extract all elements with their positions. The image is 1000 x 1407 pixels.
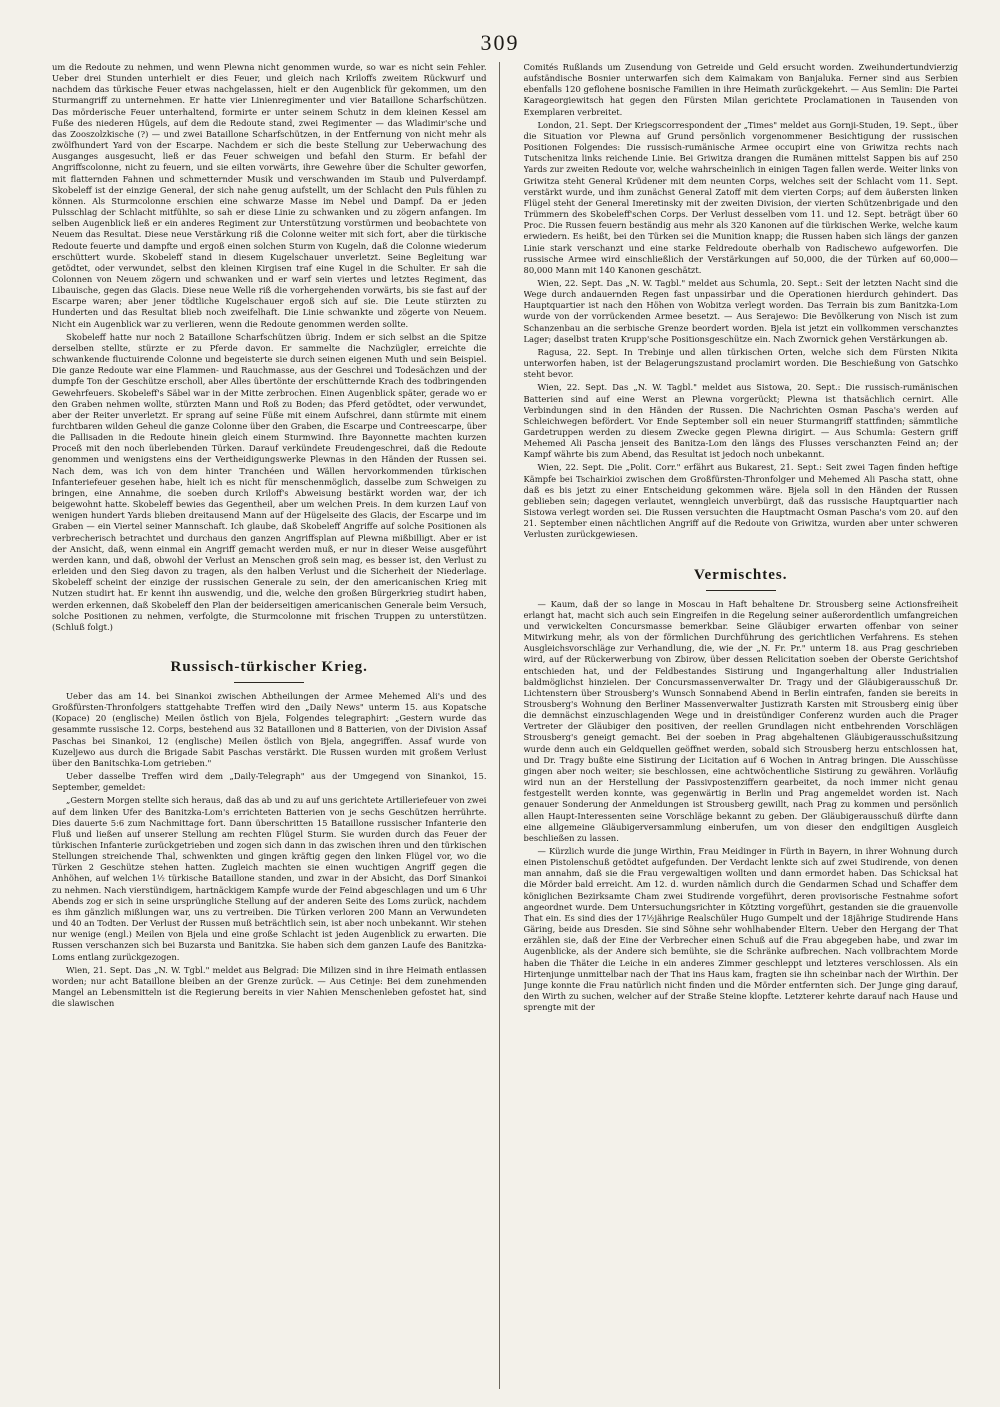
left-column — [52, 62, 500, 1389]
article-paragraph: — Kürzlich wurde die junge Wirthin, Frau Meidinger in Fürth in Bayern, in ihrer Wohnung durch einen Pistolenschuß getödtet aufgefunden. Der Verdacht lenkte sich auf zwei Studirende, von denen man annahm, daß sie die Frau vergewaltigen wollten und dann ermordet haben. Das Schicksal hat die Mörder bald erreicht. Am 12. d. wurden nämlich durch die Gendarmen Schad und Schaffer dem königlichen Bezirksamte Cham zwei Studirende vorgeführt, deren provisorische Festnahme sofort angeordnet wurde. Dem Untersuchungsrichter in Kötzting vorgeführt, gestanden sie die grauenvolle That ein. Es sind dies der 17½jährige Realschüler Hugo Gumpelt und der 18jährige Studirende Hans Gäring, beide aus Dresden. Sie sind Söhne sehr wohlhabender Eltern. Ueber den Hergang der That erzählen sie, daß der Eine der Verbrecher einen Schuß auf die Frau abgegeben habe, und zwar im Augenblicke, als der Andere sich bemühte, sie die Schränke aufbrechen. Nach vollbrachtem Morde haben die Thäter die Leiche in ein anderes Zimmer geschleppt und letzteres verschlossen. Als ein Hirtenjunge unmittelbar nach der That ins Haus kam, fragten sie ihn scheinbar nach der Wirthin. Der Junge konnte die Frau natürlich nicht finden und die Mörder entfernten sich. Der Junge ging darauf, den Wirth zu suchen, welcher auf der Straße Steine klopfte. Letzterer kehrte darauf nach Hause und sprengte mit der — [523, 846, 958, 1013]
text-columns — [52, 62, 958, 1389]
article-paragraph: um die Redoute zu nehmen, und wenn Plewna nicht genommen wurde, so war es nicht sein Fehler. Ueber drei Stunden unterhielt er dies Feuer, und gleich nach Kriloffs zweitem Rückwurf und nachdem das türkische Feuer etwas nachgelassen, hielt er den Augenblick für gekommen, um den Sturmangriff zu unternehmen. Er hatte vier Linienregimenter und vier Bataillone Scharfschützen. Das mörderische Feuer unterhaltend, formirte er unter seinem Schutz in dem kleinen Kessel am Fuße des niederen Hügels, auf dem die Redoute stand, zwei Regimenter — das Wladimir'sche und das Zooszolzkische (?) — und zwei Bataillone Scharfschützen, in der Entfernung von nicht mehr als zwölfhundert Yard von der Escarpe. Nachdem er sich die beste Stellung zur Ueberwachung des Ausganges ausgesucht, ließ er das Feuer schweigen und befahl den Sturm. Er befahl der Angriffscolonne, nicht zu feuern, und sie eilten vorwärts, ihre Gewehre über die Schulter geworfen, mit flatternden Fahnen und schmetternder Musik und verschwanden im Staub und Pulverdampf. Skobeleff ist der einzige General, der sich nahe genug aufstellt, um der Schlacht den Puls fühlen zu können. Als Sturmcolonne erschien eine schwarze Masse im Nebel und Dampf. Da er jeden Pulsschlag der Schlacht mitfühlte, so sah er diese Linie zu schwanken und zu zögern anfangen. Im selben Augenblick ließ er ein anderes Regiment zur Unterstützung vorstürmen und beobachtete von Neuem das Resultat. Diese neue Verstärkung riß die Colonne weiter mit sich fort, aber die türkische Redoute feuerte und dampfte und ergoß einen solchen Sturm von Kugeln, daß die Colonne wiederum erschüttert wurde. Skobeleff stand in diesem Kugelschauer unverletzt. Seine Begleitung war getödtet, oder verwundet, selbst den kleinen Kirgisen traf eine Kugel in die Schulter. Er sah die Colonnen von Neuem zögern und schwanken und er warf sein viertes und letztes Regiment, das Libauische, gegen das Glacis. Diese neue Welle riß die vorhergehenden vorwärts, bis sie fast auf der Escarpe waren; aber jener tödtliche Kugelschauer ergoß sich auf sie. Die Leute stürzten zu Hunderten und das Resultat blieb noch zweifelhaft. Die Linie schwankte und zögerte von Neuem. Nicht ein Augenblick war zu verlieren, wenn die Redoute genommen werden sollte. — [52, 62, 487, 329]
article-paragraph: London, 21. Sept. Der Kriegscorrespondent der „Times" meldet aus Gornji-Studen, 19. Sept., über die Situation vor Plewna auf Grund persönlich vorgenommener Besichtigung der russischen Positionen Folgendes: Die russisch-rumänische Armee occupirt eine von Griwitza rechts nach Tutschenitza links reichende Linie. Bei Griwitza drangen die Rumänen mittelst Sappen bis auf 250 Yards zur zweiten Redoute vor, welche wahrscheinlich in einigen Tagen fallen werde. Weiter links von Griwitza steht General Krüdener mit dem neunten Corps, welches seit der Schlacht vom 11. Sept. verstärkt wurde, und ihm zunächst General Zatoff mit dem vierten Corps; auf dem äußersten linken Flügel steht der General Imeretinsky mit der zweiten Division, der vierten Schützenbrigade und den Trümmern des Skobeleff'schen Corps. Der Verlust desselben vom 11. und 12. Sept. beträgt über 60 Proc. Die Russen feuern beständig aus mehr als 320 Kanonen auf die türkischen Werke, welche kaum erwiedern. Es heißt, bei den Türken sei die Munition knapp; die Russen haben sich längs der ganzen Linie stark verschanzt und eine starke Feldredoute oberhalb von Radischewo aufgeworfen. Die russische Armee wird einschließlich der Verstärkungen auf 50,000, die der Türken auf 60,000—80,000 Mann mit 140 Kanonen geschätzt. — [523, 119, 958, 275]
section-title-misc: Vermischtes. — [693, 566, 788, 583]
article-paragraph: Skobeleff hatte nur noch 2 Bataillone Scharfschützen übrig. Indem er sich selbst an die Spitze derselben stellte, stürzte er zu Pferde davon. Er sammelte die Nachzügler, erreichte die schwankende fluctuirende Colonne und begeisterte sie durch seinen eigenen Muth und sein Beispiel. Die ganze Redoute war eine Flammen- und Rauchmasse, aus der Geschrei und Todesächzen und der dumpfe Ton der Geschütze erscholl, aber Alles übertönte der erschütternde Krach des todbringenden Gewehrfeuers. Skobeleff's Säbel war in der Mitte zerbrochen. Einen Augenblick später, gerade wo er den Graben nehmen wollte, stürzten Mann und Roß zu Boden; das Pferd getödtet, oder verwundet, aber der Reiter unverletzt. Er sprang auf seine Füße mit einem Aufschrei, dann stürmte mit einem furchtbaren wilden Geheul die ganze Colonne über den Graben, die Escarpe und Contreescarpe, über die Pallisaden in die Redoute hinein gleich einem Sturmwind. Ihre Bayonnette machten kurzen Proceß mit den noch überlebenden Türken. Darauf verkündete Freudengeschrei, daß die Redoute genommen und wenigstens eins der Vertheidigungswerke Plewnas in den Händen der Russen sei. Nach dem, was ich von dem hinter Tranchéen und Wällen hervorkommenden türkischen Infanteriefeuer gesehen habe, hielt ich es nicht für menschenmöglich, dasselbe zum Schweigen zu bringen, eine Annahme, die soeben durch Kriloff's Abweisung bestärkt worden war, der ich beigewohnt hatte. Skobeleff bewies das Gegentheil, aber um welchen Preis. In dem kurzen Lauf von wenigen hundert Yards blieben dreitausend Mann auf der Hügelseite des Glacis, der Escarpe und im Graben — ein Viertel seiner Mannschaft. Ich glaube, daß Skobeleff Angriffe auf solche Positionen als verbrecherisch betrachtet und durchaus den ganzen Angriffsplan auf Plewna mißbilligt. Aber er ist der Ansicht, daß, wenn einmal ein Angriff gemacht werden muß, er nur in dieser Weise ausgeführt werden kann, und daß, obwohl der Verlust an Menschen groß sein mag, es besser ist, den Verlust zu erleiden und den Sieg davon zu tragen, als den halben Verlust und die Sicherheit der Niederlage. Skobeleff scheint der einzige der russischen Generale zu sein, der den americanischen Krieg mit Nutzen studirt hat. Er kennt ihn auswendig, und die, welche den großen Bürgerkrieg studirt haben, werden erkennen, daß Skobeleff den Plan der beiderseitigen americanischen Generale beim Versuch, solche Positionen zu nehmen, verfolgte, die Sturmcolonne mit frischen Truppen zu unterstützen. (Schluß folgt.) — [52, 331, 487, 632]
article-paragraph: „Gestern Morgen stellte sich heraus, daß das ab und zu auf uns gerichtete Artilleriefeuer von zwei auf dem linken Ufer des Banitzka-Lom's errichteten Batterien von je sechs Geschützen herrührte. Dies dauerte 5:6 zum Nachmittage fort. Dann überschritten 15 Bataillone russischer Infanterie den Fluß und ließen auf unserer Stellung am rechten Flügel Sturm. Sie wurden durch das Feuer der türkischen Infanterie zurückgetrieben und zogen sich dann in das zwischen ihren und den türkischen Stellungen streichende Thal, schwenkten und gingen kräftig gegen den linken Flügel vor, wo die Türken 2 Geschütze stehen hatten. Zugleich machten sie einen wuchtigen Angriff gegen die Anhöhen, auf welchen 1½ türkische Bataillone standen, und zwar in der Absicht, das Dorf Sinankoi zu nehmen. Nach vierstündigem, hartnäckigem Kampfe wurde der Feind abgeschlagen und um 6 Uhr Abends zog er sich in seine ursprüngliche Stellung auf der anderen Seite des Loms zurück, nachdem es ihm gänzlich mißlungen war, uns zu vertreiben. Die Türken verloren 200 Mann an Verwundeten und 40 an Todten. Der Verlust der Russen muß beträchtlich sein, ist aber noch unbekannt. Wir stehen nur wenige (engl.) Meilen von Bjela und eine große Schlacht ist jeden Augenblick zu erwarten. Die Russen verschanzen sich bei Buzarsta und Banitzka. Sie haben sich dem ganzen Laufe des Banitzka-Loms entlang zurückgezogen. — [52, 795, 487, 962]
article-paragraph: Wien, 22. Sept. Das „N. W. Tagbl." meldet aus Schumla, 20. Sept.: Seit der letzten Nacht sind die Wege durch andauernden Regen fast unpassirbar und die Operationen hierdurch gehindert. Das Hauptquartier ist nach den Höhen von Wobitza verlegt worden. Das Terrain bis zum Banitzka-Lom wurde von der vorrückenden Armee besetzt. — Aus Serajewo: Die Bevölkerung von Nisch ist zum Schanzenbau an die serbische Grenze beordert worden. Bjela ist jetzt ein vollkommen verschanztes Lager; daselbst traten Krupp'sche Positionsgeschütze ein. Nach Zwornick gehen Verstärkungen ab. — [523, 277, 958, 344]
article-paragraph: Wien, 22. Sept. Die „Polit. Corr." erfährt aus Bukarest, 21. Sept.: Seit zwei Tagen finden heftige Kämpfe bei Tschairkioi zwischen dem Großfürsten-Thronfolger und Mehemed Ali Pascha statt, ohne daß es bis jetzt zu einer Entscheidung gekommen wäre. Bjela soll in den Händen der Russen geblieben sein; dagegen verlautet, wenngleich unverbürgt, daß das russische Hauptquartier nach Sistowa verlegt worden sei. Die Russen versuchten die Hauptmacht Osman Pascha's vom 20. auf den 21. September einen nächtlichen Angriff auf die Redoute von Griwitza, wurden aber unter schweren Verlusten zurückgewiesen. — [523, 462, 958, 540]
article-paragraph: Ueber das am 14. bei Sinankoi zwischen Abtheilungen der Armee Mehemed Ali's und des Großfürsten-Thronfolgers stattgehabte Treffen wird den „Daily News" unterm 15. aus Kopatsche (Kopace) 20 (englische) Meilen östlich von Bjela, Folgendes telegraphirt: „Gestern wurde das gesammte russische 12. Corps, bestehend aus 32 Bataillonen und 8 Batterien, von der Division Assaf Paschas bei Sinankoi, 12 (englische) Meilen östlich von Bjela, angegriffen. Assaf wurde von Kuzeljewo aus durch die Brigade Sabit Paschas verstärkt. Die Russen wurden mit großem Verlust über den Banitschka-Lom getrieben." — [52, 690, 487, 768]
page-number: 309 — [480, 30, 520, 55]
article-paragraph: Ueber dasselbe Treffen wird dem „Daily-Telegraph" aus der Umgegend von Sinankoi, 15. September, gemeldet: — [52, 771, 487, 793]
article-paragraph: Ragusa, 22. Sept. In Trebinje und allen türkischen Orten, welche sich dem Fürsten Nikita unterworfen haben, ist der Belagerungszustand proclamirt worden. Die Beschießung von Gatschko steht bevor. — [523, 346, 958, 380]
article-paragraph: Wien, 21. Sept. Das „N. W. Tgbl." meldet aus Belgrad: Die Milizen sind in ihre Heimath entlassen worden; nur acht Bataillone bleiben an der Grenze zurück. — Aus Cetinje: Bei dem zunehmenden Mangel an Lebensmitteln ist die Regierung bereits in vier Nahien Menschenleben gefostet hat, sind die slawischen — [52, 964, 487, 1009]
section-divider — [234, 682, 304, 683]
article-paragraph: Wien, 22. Sept. Das „N. W. Tagbl." meldet aus Sistowa, 20. Sept.: Die russisch-rumänischen Batterien sind auf eine Werst an Plewna vorgerückt; Plewna ist thatsächlich cernirt. Alle Verbindungen sind in den Händen der Russen. Die Nachrichten Osman Pascha's werden auf Schleichwegen befördert. Vor Ende September soll ein neuer Sturmangriff stattfinden; sämmtliche Gardetruppen werden zu diesem Zwecke gegen Plewna dirigirt. — Aus Schumla: Gestern griff Mehemed Ali Pascha jenseit des Banitza-Lom den längs des Flusses verschanzten Feind an; der Kampf währte bis zum Abend, das Resultat ist jedoch noch unbekannt. — [523, 382, 958, 460]
article-paragraph: Comités Rußlands um Zusendung von Getreide und Geld ersucht worden. Zweihundertundvierzig aufständische Bosnier unterwarfen sich dem Kaimakam von Banjaluka. Ferner sind aus Serbien ebenfalls 120 geflohene bosnische Familien in ihre Heimath zurückgekehrt. — Aus Semlin: Die Partei Karageorgiewitsch hat gegen den Fürsten Milan gerichtete Proclamationen in Tausenden von Exemplaren verbreitet. — [523, 62, 958, 117]
right-column — [524, 62, 959, 1389]
section-divider — [706, 590, 776, 591]
section-title-war: Russisch-türkischer Krieg. — [170, 658, 368, 675]
article-paragraph: — Kaum, daß der so lange in Moscau in Haft behaltene Dr. Strousberg seine Actionsfreiheit erlangt hat, macht sich auch sein Eingreifen in die Regelung seiner außerordentlich umfangreichen und verwickelten Concursmasse bemerkbar. Seine Gläubiger erwarten offenbar von seiner Mitwirkung mehr, als von der förmlichen Durchführung des gerichtlichen Verfahrens. Es stehen Ausgleichsvorschläge zur Verhandlung, die, wie der „N. Fr. Pr." unterm 18. aus Prag geschrieben wird, auf der Rückerwerbung von Zbirow, über dessen Relicitation soeben der Oberste Gerichtshof entschieden hat, und der Feldbestandes Sistirung und Ingangerhaltung aller Industrialien baldmöglichst hinzielen. Der Concursmassenverwalter Dr. Tragy und der Gläubigerausschuß Dr. Lichtenstern über Strousberg's Wunsch Sonnabend Abend in Berlin eintrafen, fanden sie bereits in Strousberg's Wohnung den Berliner Massenverwalter Justizrath Karsten mit Strousberg einig über die demnächst einzuschlagenden Wege und in dreistündiger Conferenz wurden auch die Prager Vertreter der Gläubiger den positiven, der reellen Grundlagen nicht entbehrenden Vorschlägen Strousberg's geneigt gemacht. Bei der soeben in Prag abgehaltenen Gläubigerausschußsitzung wurde denn auch ein Geldquellen geöffnet werden, sobald sich Strousberg herzu entschlossen hat, und Dr. Tragy bußte eine Sistirung der Licitation auf 6 Wochen in Antrag bringen. Die Ausschüsse gingen aber noch weiter; sie beschlossen, eine achtwöchentliche Sistirung zu gewähren. Vorläufig wird nun an der Herstellung der Passivpostenziffern gearbeitet, da noch immer nicht genau festgestellt werden konnte, was gegenwärtig in Berlin und Prag angemeldet worden ist. Nach genauer Sonderung der Anmeldungen ist Strousberg gewillt, nach Prag zu kommen und persönlich allen Haupt-Interessenten seine Vorschläge bekannt zu geben. Der Gläubigerausschuß dürfte dann eine allgemeine Gläubigerversammlung einberufen, um von dieser den endgiltigen Ausgleich beschließen zu lassen. — [523, 598, 958, 843]
